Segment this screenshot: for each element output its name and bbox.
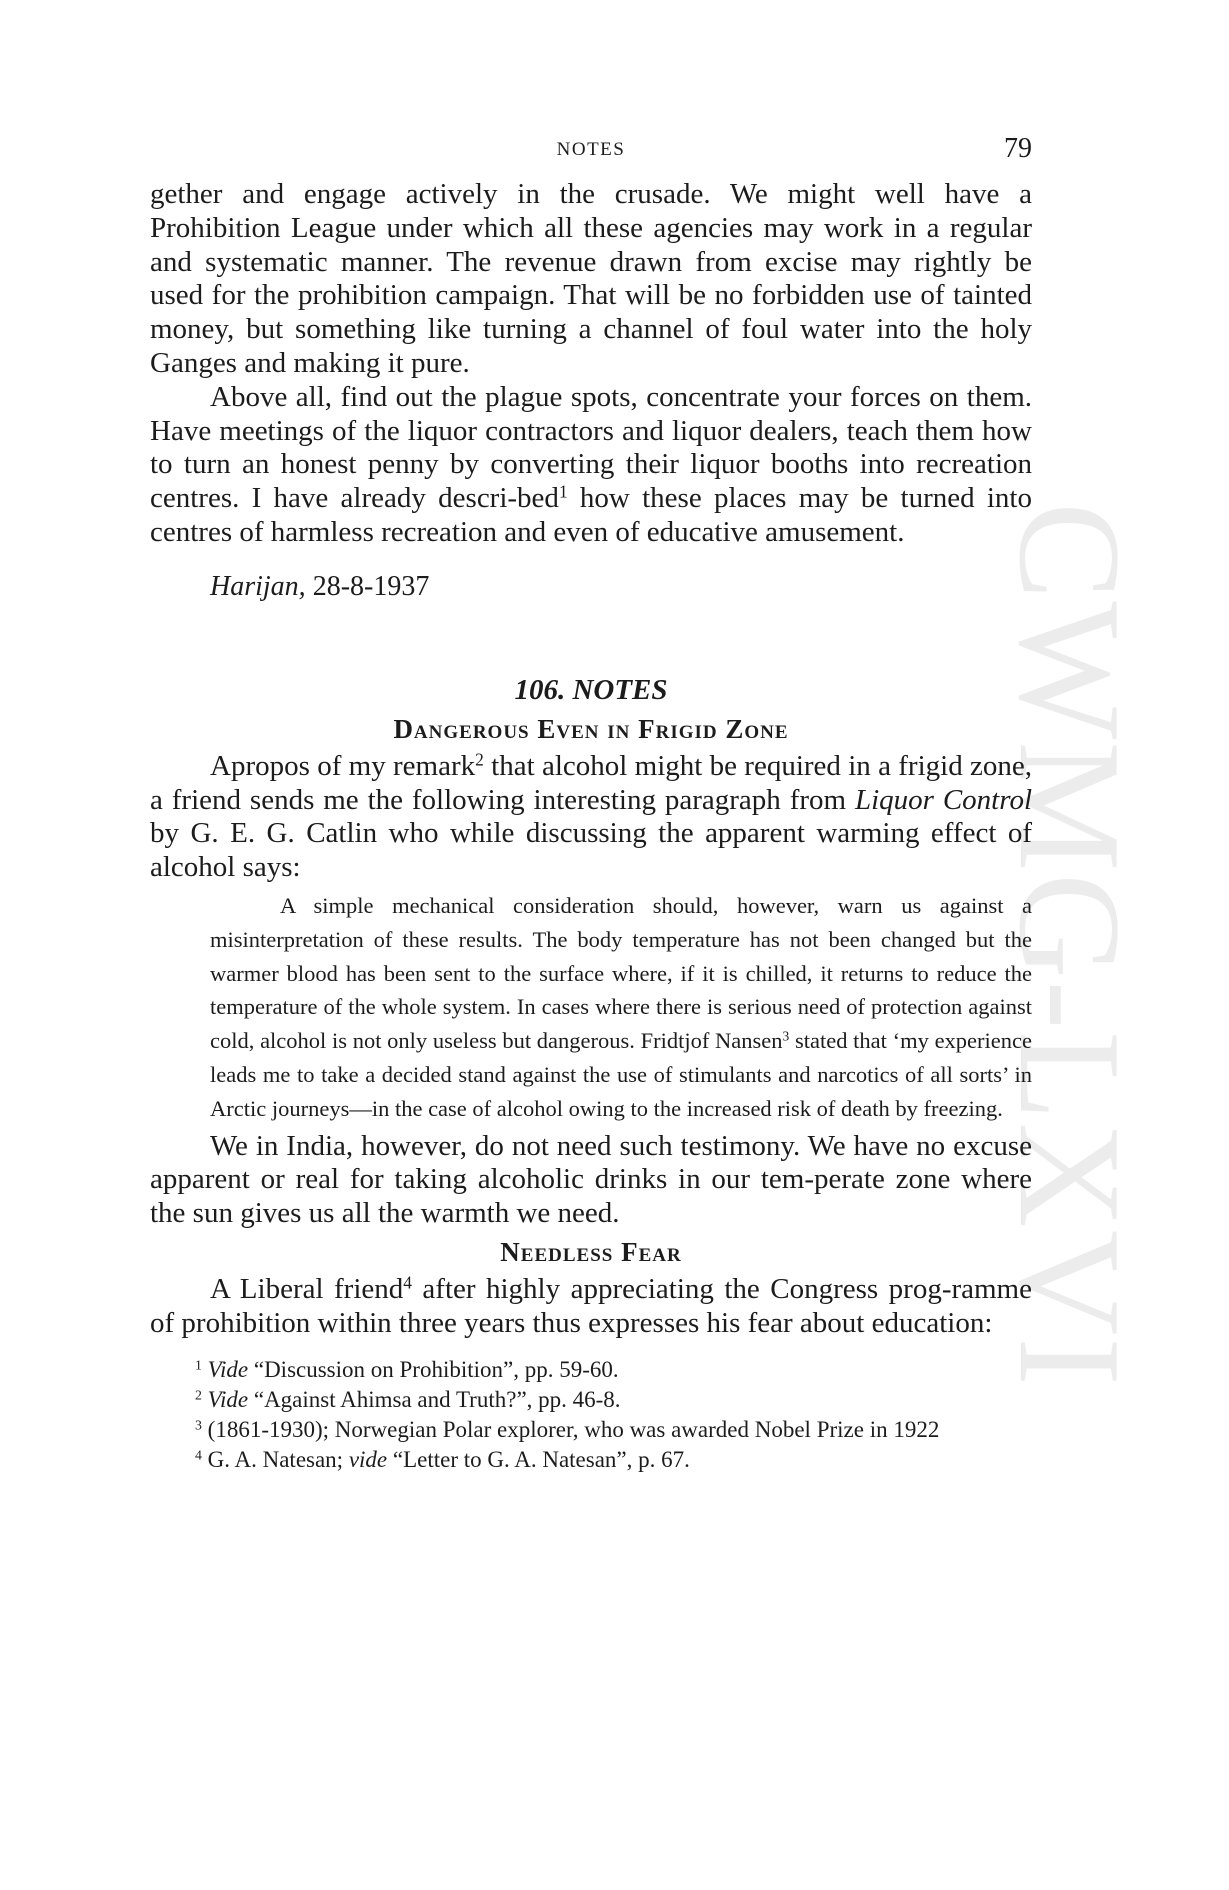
footnote-4: [150, 1445, 1032, 1475]
paragraph-2-end: how these places may be turned into centres of harmless recreation and even of educative amusement.: [150, 482, 1032, 548]
footnote-italic: vide: [348, 1446, 388, 1472]
paragraph-3-text-c: by G. E. G. Catlin who while discussing the apparent warming effect of alcohol says:: [150, 817, 1032, 884]
paragraph-2-text: Above all, find out the plague spots, concentrate your forces on them. Have meetings of the liquor contractors and liquor dealers, teach them how to turn an honest penny by converting their liquor booths into recreation centres. I have already descri-bed: [150, 380, 1032, 515]
page-content: [150, 178, 1032, 1475]
footnote-1: [150, 1355, 1032, 1385]
paragraph-5-text-b: after highly appreciating the Congress prog-ramme of prohibition within three years thus expresses his fear about education:: [150, 1272, 1032, 1339]
quote-text-a: A simple mechanical consideration should, however, warn us against a misinterpretation of these results. The body temperature has not been changed but the warmer blood has been sent to the surface where, if it is chilled, it returns to reduce the temperature of the whole system. In cases where there is serious need of protection against cold, alcohol is not only useless but dangerous. Fridtjof Nansen: [210, 892, 1032, 1054]
paragraph-4: We in India, however, do not need such testimony. We have no excuse apparent or real for taking alcoholic drinks in our tem-perate zone where the sun gives us all the warmth we need.: [150, 1129, 1032, 1230]
quote-text-b: stated that ‘my experience leads me to take a decided stand against the use of stimulants and narcotics of all sorts’ in Arctic journeys—in the case of alcohol owing to the increased risk of death by freezing.: [210, 1028, 1032, 1121]
section-heading-1: Dangerous Even in Frigid Zone: [393, 713, 789, 744]
section-heading-2: Needless Fear: [500, 1236, 682, 1267]
footnote-italic: Vide: [207, 1356, 249, 1382]
footnote-3: [150, 1415, 1032, 1445]
footnote-ref-1: 1: [558, 481, 568, 502]
footnote-ref-4: 4: [403, 1272, 412, 1293]
footnote-text: “Against Ahimsa and Truth?”, pp. 46-8.: [248, 1386, 621, 1412]
paragraph-5-text-a: A Liberal friend: [210, 1272, 404, 1305]
paragraph-3-text-b: that alcohol might be required in a frigid zone, a friend sends me the following interesting paragraph from: [150, 749, 1032, 816]
footnote-italic: Vide: [207, 1386, 249, 1412]
paragraph-3-text-a: Apropos of my remark: [210, 749, 476, 782]
footnote-prefix: G. A. Natesan;: [201, 1446, 349, 1472]
watermark-text: CWMG-LXVI: [989, 502, 1151, 1388]
footnote-number: 4: [195, 1446, 202, 1462]
running-title: NOTES: [556, 139, 626, 160]
block-quote: [210, 889, 1032, 1126]
paragraph-3: [150, 750, 1032, 885]
footnote-2: [150, 1385, 1032, 1415]
source-publication: Harijan,: [210, 570, 306, 602]
footnote-ref-2: 2: [475, 749, 484, 770]
paragraph-2: [150, 381, 1032, 550]
paragraph-5: [150, 1273, 1032, 1341]
footnote-text: “Discussion on Prohibition”, pp. 59-60.: [248, 1356, 619, 1382]
source-citation: [210, 570, 1032, 604]
footnote-ref-3: 3: [782, 1028, 790, 1044]
book-title: Liquor Control: [854, 783, 1033, 816]
paragraph-1: gether and engage actively in the crusade. We might well have a Prohibition League under which all these agencies may work in a regular and systematic manner. The revenue drawn from excise may rightly be used for the prohibition campaign. That will be no forbidden use of tainted money, but something like turning a channel of foul water into the holy Ganges and making it pure.: [150, 178, 1032, 379]
page-header: [150, 133, 1032, 173]
footnotes: [150, 1355, 1032, 1475]
article-title: 106. NOTES: [514, 673, 668, 706]
footnote-number: 3: [195, 1416, 202, 1432]
source-date: 28-8-1937: [305, 570, 430, 602]
page-number: 79: [1004, 133, 1032, 164]
footnote-text: “Letter to G. A. Natesan”, p. 67.: [387, 1446, 690, 1472]
footnote-number: 2: [195, 1386, 202, 1402]
footnote-text: (1861-1930); Norwegian Polar explorer, who was awarded Nobel Prize in 1922: [201, 1416, 940, 1442]
footnote-number: 1: [195, 1356, 202, 1372]
